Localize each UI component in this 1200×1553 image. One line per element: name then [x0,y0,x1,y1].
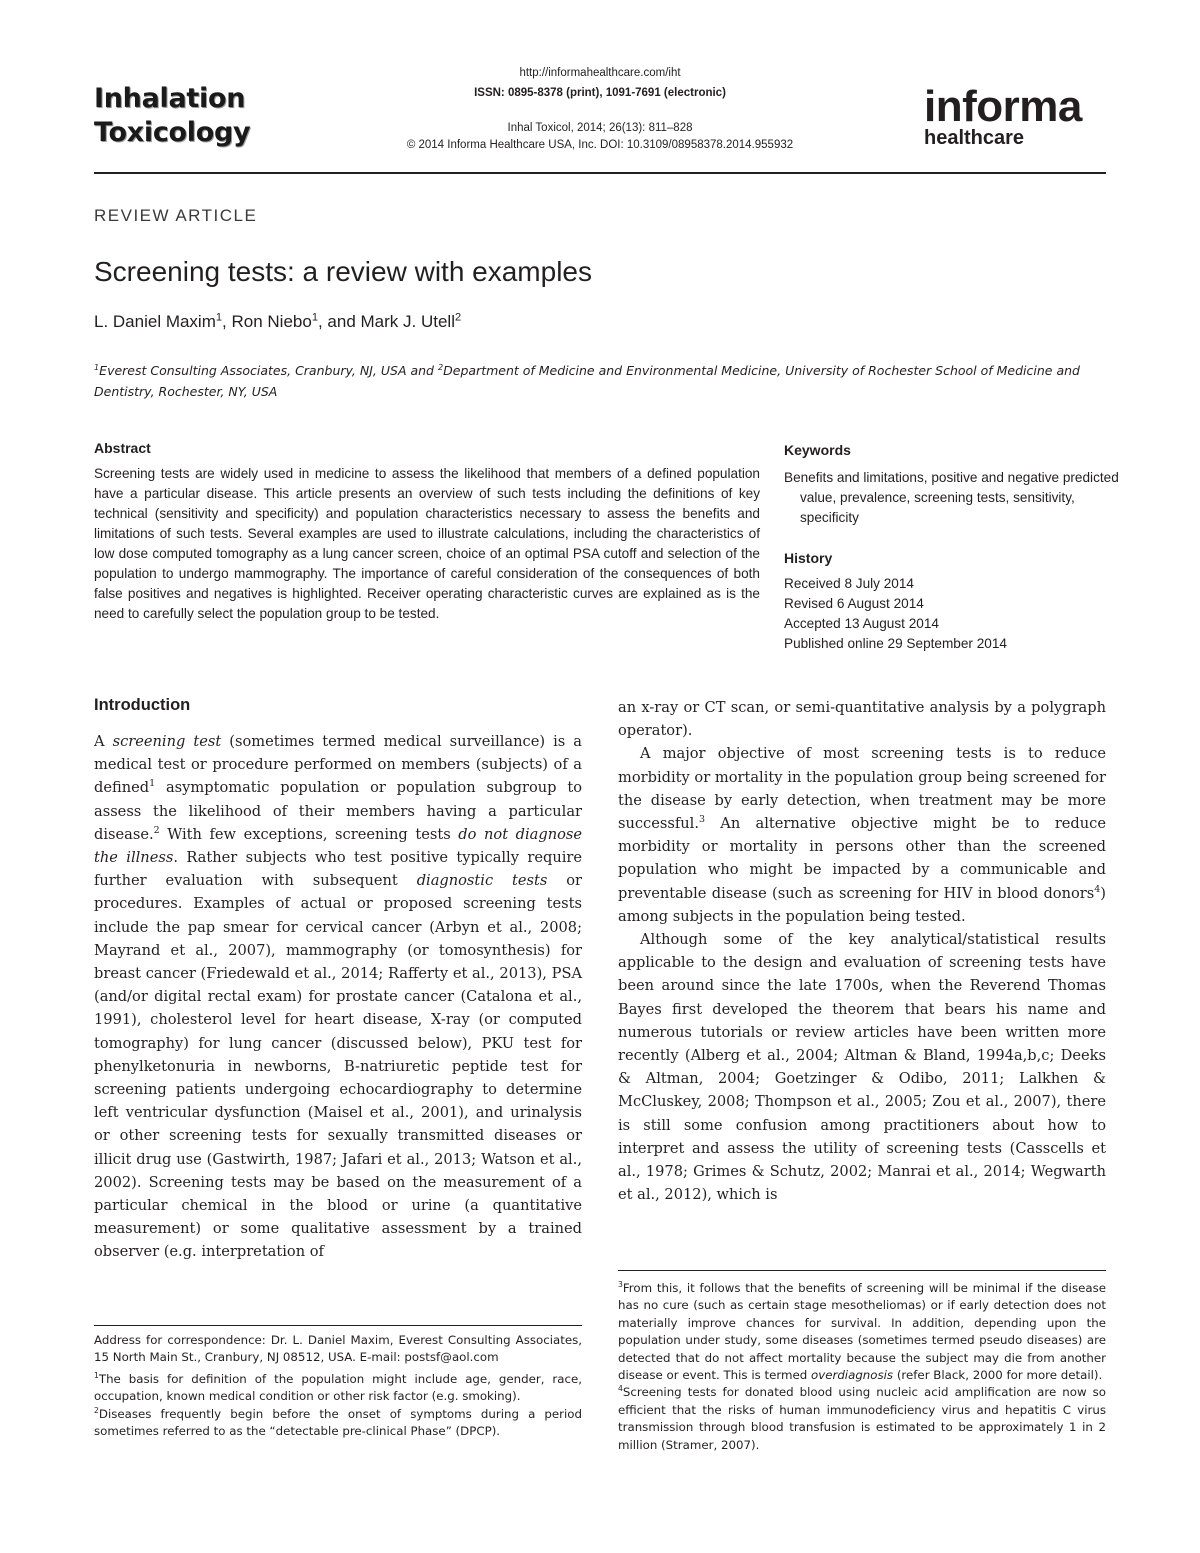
keywords-heading: Keywords [784,442,851,458]
footnote-rule [618,1270,1106,1271]
footnote-number: 3 [618,1280,623,1290]
text-run: asymptomatic population or population subgroup to assess the likelihood of their members having a particular disease. [94,779,582,843]
footnote-2 [94,1406,582,1441]
paragraph [94,730,582,1264]
copyright-doi: © 2014 Informa Healthcare USA, Inc. DOI: 10.3109/08958378.2014.955932 [406,139,794,151]
footnote-number: 4 [618,1384,623,1394]
footnote-ref[interactable]: 1 [149,778,156,790]
paragraph [618,742,1106,928]
footnote-text: The basis for definition of the population might include age, gender, race, occupation, known medical condition or other risk factor (e.g. smoking). [94,1371,582,1404]
journal-name-line1: Inhalation [94,83,246,114]
affil-text: Everest Consulting Associates, Cranbury, NJ, USA and [99,363,438,378]
author-2-affil: 1 [311,311,318,324]
publisher-sub: healthcare [924,127,1025,149]
footnote-text: Screening tests for donated blood using nucleic acid amplification are now so efficient that the risks of human immunodeficiency virus and hepatitis C virus transmission through blood transfusion is estimated to be approximately 1 in 2 million (Stramer, 2007). [618,1385,1106,1452]
abstract-heading: Abstract [94,440,151,456]
emphasis: screening test [112,733,222,750]
article-title: Screening tests: a review with examples [94,256,592,287]
footnote-4 [618,1384,1106,1454]
author-3-affil: 2 [454,311,462,324]
emphasis: overdiagnosis [811,1368,894,1383]
footnote-text: Diseases frequently begin before the onset of symptoms during a period sometimes referred to as the “detectable pre-clinical Phase” (DPCP). [94,1406,582,1439]
footnote-rule [94,1325,582,1326]
journal-name [94,82,250,150]
affil-marker: 2 [437,361,444,372]
text-run: . Rather subjects who test positive typically require further evaluation with subsequent [94,849,582,890]
emphasis: diagnostic tests [416,872,548,890]
abstract-text: Screening tests are widely used in medicine to assess the likelihood that members of a defined population have a particular disease. This article presents an overview of such tests including the definitions of key technical (sensitivity and specificity) and population characteristics necessary to assess the benefits and limitations of such tests. Several examples are used to illustrate calculations, including the characteristics of low dose computed tomography as a lung cancer screen, choice of an optimal PSA cutoff and selection of the population to undergo mammography. The importance of careful consideration of the consequences of both false positives and negatives is highlighted. Receiver operating characteristic curves are explained as is the need to carefully select the population group to be tested. [94,466,760,621]
journal-name-line2: Toxicology [94,117,251,148]
publisher-logo [924,84,1082,148]
text-run: A [94,733,113,750]
author-2: Ron Niebo [231,312,312,331]
history-revised: Revised 6 August 2014 [784,596,924,611]
history-accepted: Accepted 13 August 2014 [784,616,939,631]
history-received: Received 8 July 2014 [784,576,914,591]
article-type: REVIEW ARTICLE [94,206,258,225]
footnotes-left [94,1332,582,1440]
text-run: or procedures. Examples of actual or proposed screening tests include the pap smear for cervical cancer (Arbyn et al., 2008; Mayrand et al., 2007), mammography (or tomosynthesis) for breast cancer (Friedewald et al., 2014; Rafferty et al., 2013), PSA (and/or digital rectal exam) for prostate cancer (Catalona et al., 1991), cholesterol level for heart disease, X-ray (or computed tomography) for lung cancer (discussed below), PKU test for phenylketonuria in newborns, B-natriuretic peptide test for screening patients undergoing echocardiography to determine left ventricular dysfunction (Maisel et al., 2001), and urinalysis or other screening tests for sexually transmitted diseases or illicit drug use (Gastwirth, 1987; Jafari et al., 2013; Watson et al., 2002). Screening tests may be based on the measurement of a particular chemical in the blood or urine (a quantitative measurement) or some qualitative assessment by a trained observer (e.g. interpretation of [94,872,583,1261]
history-published: Published online 29 September 2014 [784,636,1007,651]
text-run: With few exceptions, screening tests [159,825,459,843]
text-run: An alternative objective might be to reduce morbidity or mortality in persons other than the screened population who might be impacted by a communicable and preventable disease (such as screening for HIV in blood donors [618,815,1106,902]
keywords-text: Benefits and limitations, positive and negative predicted value, prevalence, screening tests, sensitivity, specificity [784,470,1119,525]
body-column-left [94,730,582,1264]
body-column-right [618,696,1106,1206]
correspondence: Address for correspondence: Dr. L. Daniel Maxim, Everest Consulting Associates, 15 North Main St., Cranbury, NJ 08512, USA. E-mail: postsf@aol.com [94,1333,582,1365]
header-rule [94,172,1106,174]
footnote-text: (refer Black, 2000 for more detail). [893,1368,1103,1383]
author-3: Mark J. Utell [360,312,455,331]
paragraph: an x-ray or CT scan, or semi-quantitative analysis by a polygraph operator). [618,699,1106,740]
author-1-affil: 1 [215,311,223,324]
footnote-1 [94,1371,582,1406]
affil-text: Department of Medicine and Environmental Medicine, University of Rochester School of Medicine and Dentistry, Rochester, NY, USA [94,363,1080,399]
footnote-ref[interactable]: 3 [698,814,706,826]
author-separator: , and [317,312,361,331]
footnotes-right [618,1280,1106,1454]
author-1: L. Daniel Maxim [94,312,216,331]
footnote-ref[interactable]: 2 [153,824,160,836]
footnote-number: 2 [94,1405,99,1415]
publisher-main: informa [924,82,1082,131]
paragraph: Although some of the key analytical/statistical results applicable to the design and evaluation of screening tests have been around since the late 1700s, when the Reverend Thomas Bayes first developed the theorem that bears his name and numerous tutorials or review articles have been written more recently (Alberg et al., 2004; Altman & Bland, 1994a,b,c; Deeks & Altman, 2004; Goetzinger & Odibo, 2011; Lalkhen & McCluskey, 2008; Thompson et al., 2005; Zou et al., 2007), there is still some confusion among practitioners about how to interpret and assess the utility of screening tests (Casscells et al., 1978; Grimes & Schutz, 2002; Manrai et al., 2014; Wegwarth et al., 2012), which is [618,931,1106,1204]
author-separator: , [222,312,232,331]
history-list [784,574,1007,654]
affil-marker: 1 [94,361,100,372]
citation: Inhal Toxicol, 2014; 26(13): 811–828 [507,122,693,134]
text-run: ) among subjects in the population being tested. [618,884,1106,925]
footnote-3 [618,1280,1106,1384]
author-list [94,312,461,332]
footnote-number: 1 [94,1370,99,1380]
journal-url[interactable]: http://informahealthcare.com/iht [519,67,681,79]
history-heading: History [784,550,833,566]
section-heading-introduction: Introduction [94,696,191,714]
issn: ISSN: 0895-8378 (print), 1091-7691 (electronic) [474,87,726,99]
text-run: (sometimes termed medical surveillance) is a medical test or procedure performed on members (subjects) of a defined [94,733,582,797]
footnote-text: From this, it follows that the benefits of screening will be minimal if the disease has no cure (such as certain stage mesotheliomas) or if early detection does not materially improve chances for survival. In addition, depending upon the population under study, some diseases (sometimes termed pseudo diseases) are detected that do not affect mortality because the subject may die from another disease or event. This is termed [618,1281,1106,1383]
affiliations [94,360,1106,402]
emphasis: do not diagnose the illness [94,825,583,867]
text-run: A major objective of most screening tests is to reduce morbidity or mortality in the population group being screened for the disease by early detection, when treatment may be more successful. [618,745,1106,833]
footnote-ref[interactable]: 4 [1094,883,1101,895]
